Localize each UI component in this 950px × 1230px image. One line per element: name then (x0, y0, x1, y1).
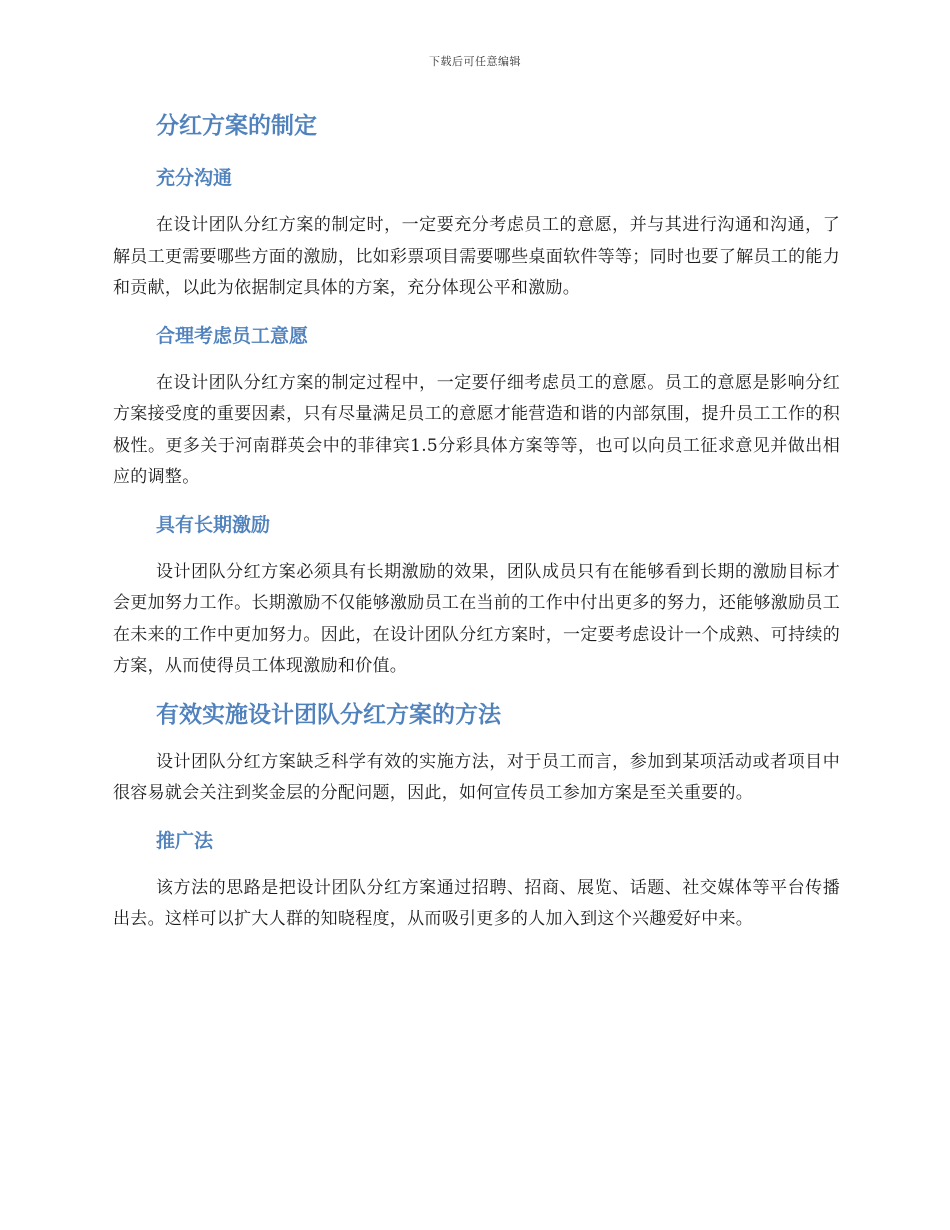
subsection-heading-promotion-method: 推广法 (156, 829, 214, 852)
paragraph-promotion-method: 该方法的思路是把设计团队分红方案通过招聘、招商、展览、话题、社交媒体等平台传播出去。这样可以扩大人群的知晓程度，从而吸引更多的人加入到这个兴趣爱好中来。 (113, 877, 840, 929)
section-heading-distribution-plan: 分红方案的制定 (156, 113, 317, 139)
paragraph-long-term-incentive: 设计团队分红方案必须具有长期激励的效果，团队成员只有在能够看到长期的激励目标才会更加努力工作。长期激励不仅能够激励员工在当前的工作中付出更多的努力，还能够激励员工在未来的工作中更加努力。因此，在设计团队分红方案时，一定要考虑设计一个成熟、可持续的方案，从而使得员工体现激励和价值。 (113, 561, 840, 676)
section-heading-implementation-methods: 有效实施设计团队分红方案的方法 (156, 701, 501, 728)
document-body (113, 108, 840, 936)
paragraph-communication: 在设计团队分红方案的制定时，一定要充分考虑员工的意愿，并与其进行沟通和沟通，了解员工更需要哪些方面的激励，比如彩票项目需要哪些桌面软件等等；同时也要了解员工的能力和贡献，以此为依据制定具体的方案，充分体现公平和激励。 (113, 215, 840, 298)
subsection-heading-long-term-incentive: 具有长期激励 (156, 513, 271, 536)
subsection-heading-employee-wishes: 合理考虑员工意愿 (156, 324, 309, 347)
paragraph-employee-wishes: 在设计团队分红方案的制定过程中，一定要仔细考虑员工的意愿。员工的意愿是影响分红方案接受度的重要因素，只有尽量满足员工的意愿才能营造和谐的内部氛围，提升员工工作的积极性。更多关于河南群英会中的菲律宾1.5分彩具体方案等等，也可以向员工征求意见并做出相应的调整。 (113, 372, 840, 487)
page-header: 下载后可任意编辑 (429, 55, 521, 68)
paragraph-implementation-methods: 设计团队分红方案缺乏科学有效的实施方法，对于员工而言，参加到某项活动或者项目中很容易就会关注到奖金层的分配问题，因此，如何宣传员工参加方案是至关重要的。 (113, 751, 840, 803)
subsection-heading-communication: 充分沟通 (156, 167, 233, 189)
